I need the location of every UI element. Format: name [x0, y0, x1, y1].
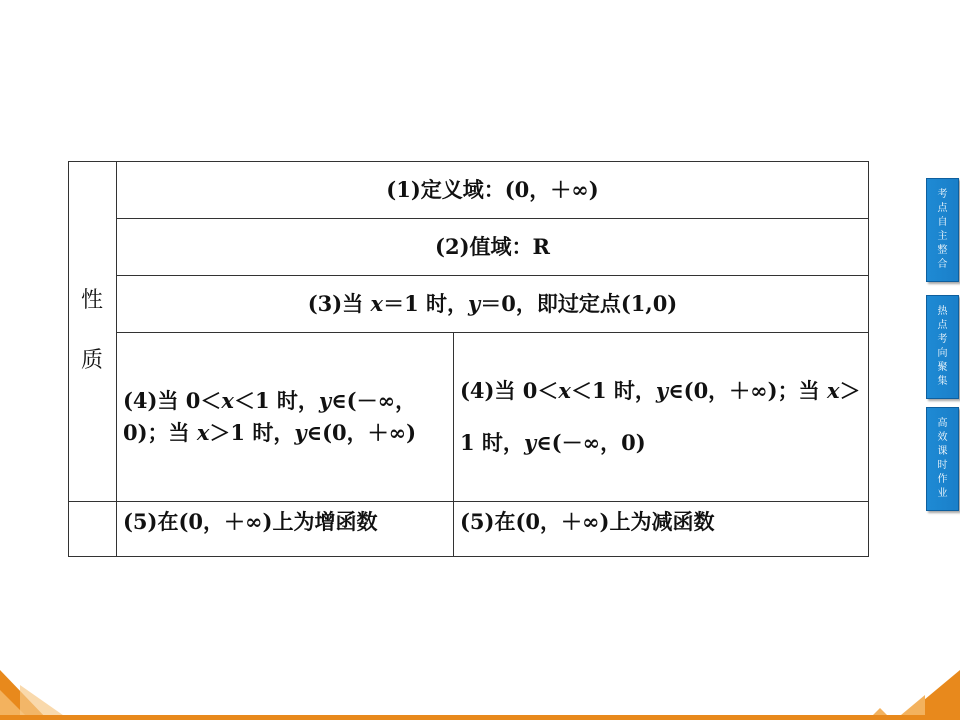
- nav1-char: 自: [937, 217, 948, 228]
- row4l-t3: ∈(－∞，0)；当: [123, 388, 417, 445]
- row4r-t3: ∈(0，＋∞)；当: [668, 378, 827, 403]
- nav1-char: 整: [937, 245, 948, 256]
- nav1-char: 主: [937, 231, 948, 242]
- row-domain: (1)定义域：(0，＋∞): [386, 177, 599, 203]
- nav3-char: 高: [937, 418, 948, 429]
- nav2-char: 向: [937, 348, 948, 359]
- nav2-char: 考: [937, 334, 948, 345]
- nav-button-homework[interactable]: [926, 407, 959, 511]
- nav1-char: 考: [937, 189, 948, 200]
- deco-triangle-left-3: [20, 685, 70, 720]
- row4r-y1: y: [655, 378, 669, 403]
- row4-right-cell: [460, 335, 864, 499]
- row4l-y1: y: [318, 388, 332, 413]
- table-border-right: [868, 161, 869, 557]
- table-divider-middle: [453, 332, 454, 557]
- row3-text-3: ＝0，即过定点(1,0): [480, 291, 678, 317]
- row4r-t5: ∈(－∞，0): [536, 430, 646, 455]
- nav2-char: 热: [937, 306, 948, 317]
- nav1-char: 点: [937, 203, 948, 214]
- side-label-char-1: 性: [80, 288, 103, 313]
- side-label: [68, 161, 116, 501]
- row4-left-cell: [123, 335, 449, 499]
- nav2-char: 点: [937, 320, 948, 331]
- nav2-char: 聚: [937, 362, 948, 373]
- row4l-t4: ＞1 时，: [209, 420, 295, 445]
- row4r-x1: x: [558, 378, 571, 403]
- row4r-t4: ＞1 时，: [460, 378, 861, 455]
- side-label-char-2: 质: [80, 348, 103, 373]
- row5-right-cell: (5)在(0，＋∞)上为减函数: [460, 509, 715, 535]
- row3-var-x: x: [370, 291, 384, 317]
- row3-text-2: ＝1 时，: [383, 291, 469, 317]
- row-fixed-point: [117, 276, 868, 332]
- row3-text-1: (3)当: [307, 291, 371, 317]
- table-hline-3: [116, 332, 869, 333]
- row4l-t1: (4)当 0＜: [123, 388, 222, 413]
- nav1-char: 合: [937, 259, 948, 270]
- nav3-char: 课: [937, 446, 948, 457]
- property-table: [68, 161, 869, 557]
- row4l-t5: ∈(0，＋∞): [306, 420, 417, 445]
- nav3-char: 业: [937, 488, 948, 499]
- nav3-char: 效: [937, 432, 948, 443]
- row-range: (2)值域：R: [435, 234, 550, 260]
- row4l-x2: x: [196, 420, 210, 445]
- row4r-t2: ＜1 时，: [570, 378, 656, 403]
- table-border-bottom: [68, 556, 869, 557]
- row4l-x1: x: [221, 388, 234, 413]
- row4r-t1: (4)当 0＜: [460, 378, 559, 403]
- row4r-y2: y: [523, 430, 537, 455]
- row4l-y2: y: [294, 420, 307, 445]
- nav-button-hot-topics[interactable]: [926, 295, 959, 399]
- row5-left-cell: (5)在(0，＋∞)上为增函数: [123, 509, 378, 535]
- row3-var-y: y: [468, 291, 481, 317]
- row4l-t2: ＜1 时，: [233, 388, 319, 413]
- nav-button-key-points[interactable]: [926, 178, 959, 282]
- row4r-x2: x: [826, 378, 840, 403]
- nav3-char: 时: [937, 460, 948, 471]
- bottom-decoration: [0, 660, 960, 720]
- nav3-char: 作: [937, 474, 948, 485]
- table-hline-4: [68, 501, 869, 502]
- nav2-char: 集: [937, 376, 948, 387]
- deco-bottom-bar: [0, 715, 960, 720]
